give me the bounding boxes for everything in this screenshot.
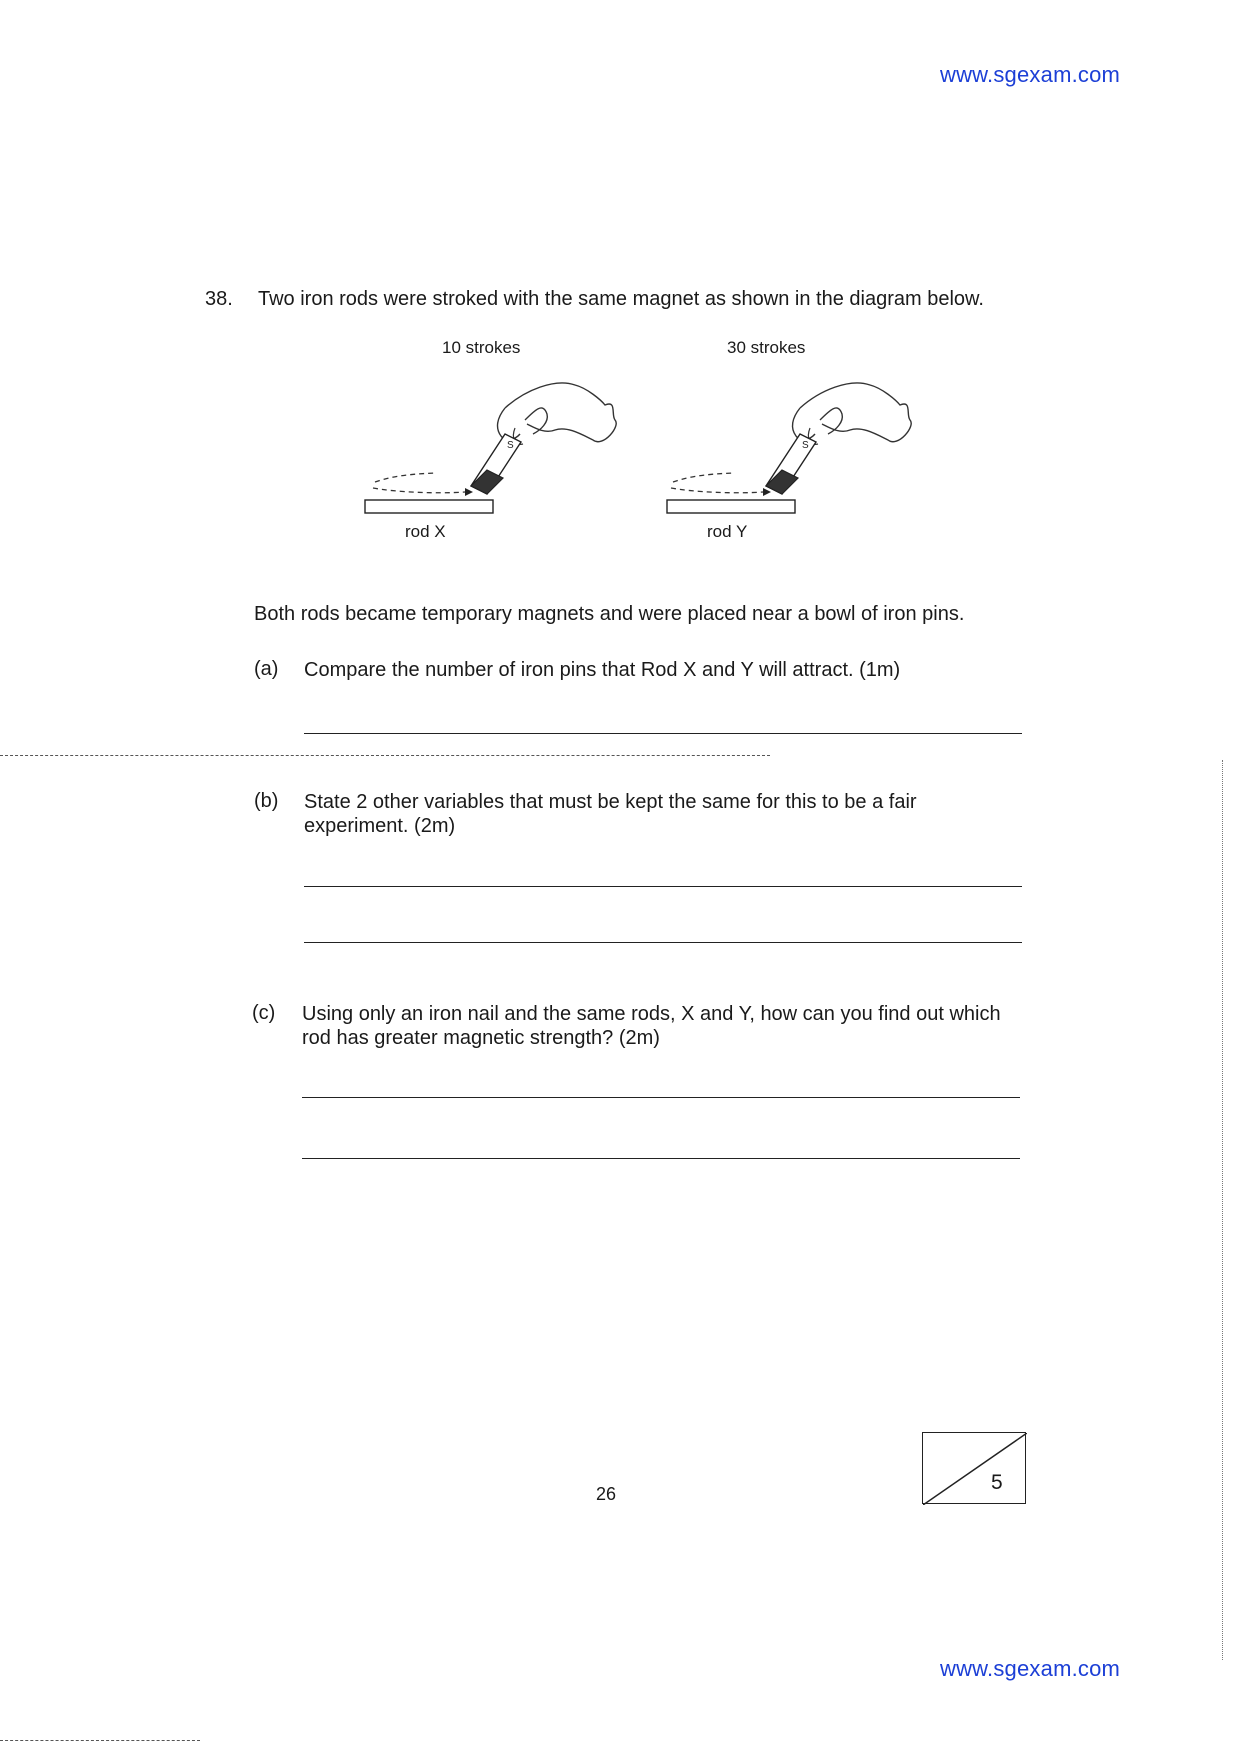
left-figure-caption: 10 strokes bbox=[442, 338, 521, 357]
magnet-stroking-figure bbox=[355, 330, 925, 550]
header-site-link[interactable]: www.sgexam.com bbox=[940, 62, 1121, 87]
score-box bbox=[922, 1432, 1026, 1504]
part-c-text: Using only an iron nail and the same rods, X and Y, how can you find out which rod has greater magnetic strength? (2m) bbox=[302, 1003, 1001, 1049]
page-number: 26 bbox=[596, 1484, 617, 1504]
left-magnet-bar bbox=[471, 434, 521, 494]
svg-text:S: S bbox=[802, 440, 809, 451]
footer-site-link[interactable]: www.sgexam.com bbox=[940, 1656, 1121, 1681]
rod-x-label: rod X bbox=[405, 522, 446, 541]
scan-bottom-edge bbox=[0, 1740, 200, 1741]
score-box-diagonal bbox=[923, 1433, 1027, 1505]
part-b-text: State 2 other variables that must be kept the same for this to be a fair experiment. (2m) bbox=[304, 791, 917, 837]
part-b-answer-line-1[interactable] bbox=[304, 886, 1022, 887]
rod-y-label: rod Y bbox=[707, 522, 748, 541]
question-number: 38. bbox=[205, 288, 233, 310]
right-magnet-bar bbox=[766, 434, 816, 494]
right-stroke-arrow bbox=[671, 473, 771, 496]
right-figure-caption: 30 strokes bbox=[727, 338, 806, 357]
part-a-text: Compare the number of iron pins that Rod X and Y will attract. (1m) bbox=[304, 659, 901, 681]
part-a-answer-line[interactable] bbox=[304, 733, 1022, 734]
svg-text:S: S bbox=[507, 440, 514, 451]
part-c-answer-line-1[interactable] bbox=[302, 1097, 1020, 1098]
scan-right-edge bbox=[1222, 760, 1223, 1660]
part-b-answer-line-2[interactable] bbox=[304, 942, 1022, 943]
scan-fold-line bbox=[0, 755, 770, 756]
question-text: Two iron rods were stroked with the same magnet as shown in the diagram below. bbox=[258, 288, 984, 310]
rod-x-bar bbox=[365, 500, 493, 513]
left-hand-illustration bbox=[498, 383, 617, 444]
figure-drawing bbox=[355, 330, 925, 550]
right-hand-illustration bbox=[793, 383, 912, 444]
left-stroke-arrow bbox=[373, 473, 473, 496]
context-text: Both rods became temporary magnets and were placed near a bowl of iron pins. bbox=[254, 603, 965, 625]
score-total: 5 bbox=[991, 1471, 1003, 1494]
part-c-label: (c) bbox=[252, 1002, 276, 1024]
rod-y-bar bbox=[667, 500, 795, 513]
part-b-label: (b) bbox=[254, 790, 279, 812]
part-a-label: (a) bbox=[254, 658, 279, 680]
part-c-answer-line-2[interactable] bbox=[302, 1158, 1020, 1159]
